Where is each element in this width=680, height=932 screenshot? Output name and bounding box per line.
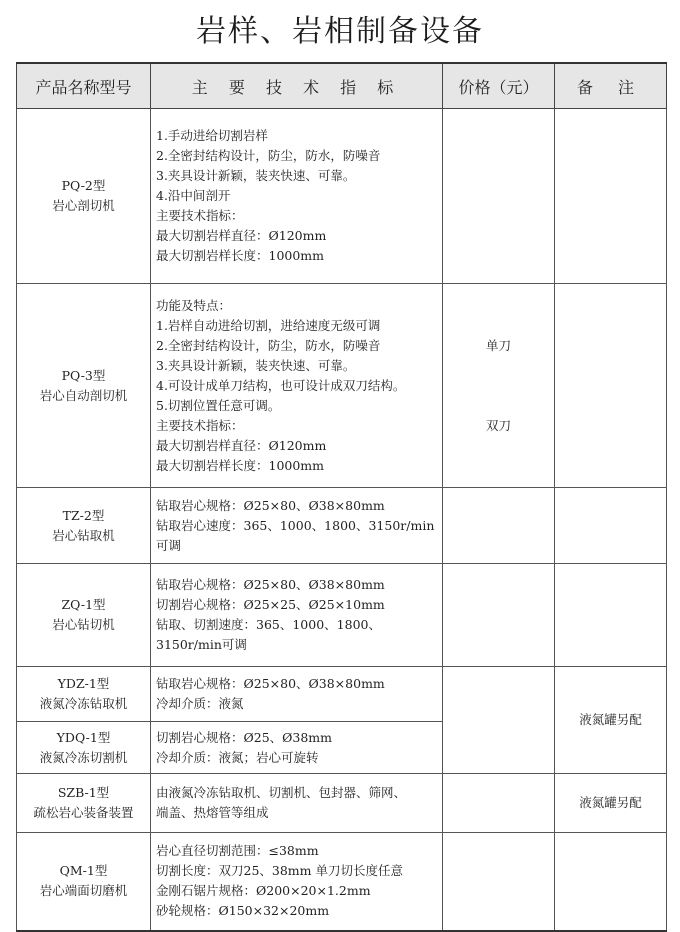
spec-line: 2.全密封结构设计，防尘，防水，防噪音 <box>156 337 381 353</box>
spec-line: 3150r/min可调 <box>156 637 247 652</box>
price-gap <box>443 356 554 416</box>
equipment-table <box>16 62 667 932</box>
price-cell <box>443 833 555 931</box>
spec-line: 切割岩心规格：Ø25×25、Ø25×10mm <box>156 597 385 612</box>
spec-line: 冷却介质：液氮；岩心可旋转 <box>156 749 319 765</box>
note-cell <box>555 564 667 667</box>
spec-line: 可调 <box>156 537 182 553</box>
note-cell <box>555 284 667 488</box>
header-name: 产品名称型号 <box>17 63 151 109</box>
product-model: PQ-2型 <box>61 178 106 193</box>
spec-line: 2.全密封结构设计，防尘，防水，防噪音 <box>156 148 381 163</box>
spec-line: 钻取岩心规格：Ø25×80、Ø38×80mm <box>156 676 385 691</box>
product-name-cell <box>17 667 151 722</box>
product-model: YDZ-1型 <box>57 676 110 691</box>
spec-line: 功能及特点： <box>156 297 232 313</box>
spec-line: 最大切割岩样直径：Ø120mm <box>156 437 327 453</box>
table-row <box>17 488 667 564</box>
price-option-single: 单刀 <box>485 337 511 353</box>
spec-line: 由液氮冷冻钻取机、切割机、包封器、筛网、 <box>156 785 407 800</box>
product-name: 岩心钻切机 <box>52 617 115 632</box>
product-name-cell <box>17 488 151 564</box>
spec-line: 3.夹具设计新颖，装夹快速、可靠。 <box>156 168 356 183</box>
product-name-cell <box>17 109 151 284</box>
spec-line: 切割岩心规格：Ø25、Ø38mm <box>156 729 333 745</box>
product-name: 疏松岩心装备装置 <box>33 805 134 820</box>
spec-line: 金刚石锯片规格：Ø200×20×1.2mm <box>156 883 371 899</box>
spec-line: 砂轮规格：Ø150×32×20mm <box>156 903 330 919</box>
spec-line: 冷却介质：液氮 <box>156 696 244 711</box>
price-cell <box>443 109 555 284</box>
header-spec: 主 要 技 术 指 标 <box>151 63 443 109</box>
note-cell: 液氮罐另配 <box>555 774 667 833</box>
spec-cell <box>151 722 443 774</box>
spec-cell <box>151 774 443 833</box>
product-model: QM-1型 <box>59 863 108 879</box>
spec-line: 1.手动进给切割岩样 <box>156 128 268 143</box>
table-row <box>17 564 667 667</box>
price-cell <box>443 564 555 667</box>
spec-line: 最大切割岩样长度：1000mm <box>156 248 325 263</box>
product-model: YDQ-1型 <box>56 729 111 745</box>
spec-line: 端盖、热熔管等组成 <box>156 805 269 820</box>
spec-line: 钻取岩心速度：365、1000、1800、3150r/min <box>156 517 435 533</box>
product-model: TZ-2型 <box>62 507 105 523</box>
note-cell-merged: 液氮罐另配 <box>555 667 667 774</box>
product-name-cell <box>17 564 151 667</box>
product-name-cell <box>17 774 151 833</box>
spec-line: 切割长度：双刀25、38mm 单刀切长度任意 <box>156 863 403 879</box>
spec-line: 4.沿中间剖开 <box>156 188 231 203</box>
spec-cell <box>151 833 443 931</box>
header-price: 价格（元） <box>443 63 555 109</box>
note-cell <box>555 833 667 931</box>
spec-line: 1.岩样自动进给切割，进给速度无级可调 <box>156 317 381 333</box>
table-header-row <box>17 63 667 109</box>
table-row <box>17 774 667 833</box>
product-model: PQ-3型 <box>61 367 106 383</box>
price-cell <box>443 774 555 833</box>
page-title: 岩样、岩相制备设备 <box>196 14 484 49</box>
spec-line: 钻取岩心规格：Ø25×80、Ø38×80mm <box>156 497 385 513</box>
spec-line: 4.可设计成单刀结构，也可设计成双刀结构。 <box>156 377 406 393</box>
note-cell <box>555 488 667 564</box>
spec-cell <box>151 667 443 722</box>
product-model: ZQ-1型 <box>61 597 106 612</box>
spec-line: 钻取、切割速度：365、1000、1800、 <box>156 617 381 632</box>
product-name: 液氮冷冻切割机 <box>39 749 128 765</box>
product-name: 液氮冷冻钻取机 <box>39 696 128 711</box>
product-name: 岩心钻取机 <box>52 527 115 543</box>
table-row <box>17 109 667 284</box>
spec-line: 最大切割岩样直径：Ø120mm <box>156 228 327 243</box>
product-name: 岩心端面切磨机 <box>39 883 128 899</box>
spec-line: 主要技术指标： <box>156 208 244 223</box>
product-name-cell <box>17 722 151 774</box>
price-cell <box>443 488 555 564</box>
product-name: 岩心自动剖切机 <box>39 387 128 403</box>
spec-cell <box>151 284 443 488</box>
note-cell <box>555 109 667 284</box>
product-model: SZB-1型 <box>57 785 110 800</box>
product-name-cell <box>17 284 151 488</box>
spec-line: 主要技术指标： <box>156 417 244 433</box>
price-cell <box>443 284 555 488</box>
price-cell <box>443 667 555 774</box>
price-option-double: 双刀 <box>485 417 511 433</box>
spec-line: 岩心直径切割范围：≤38mm <box>156 843 319 859</box>
spec-line: 5.切割位置任意可调。 <box>156 397 281 413</box>
spec-line: 钻取岩心规格：Ø25×80、Ø38×80mm <box>156 577 385 592</box>
spec-line: 3.夹具设计新颖，装夹快速、可靠。 <box>156 357 356 373</box>
table-row <box>17 284 667 488</box>
product-name: 岩心剖切机 <box>52 198 115 213</box>
table-row <box>17 833 667 931</box>
table-row <box>17 667 667 722</box>
header-note: 备 注 <box>555 63 667 109</box>
spec-cell <box>151 109 443 284</box>
spec-line: 最大切割岩样长度：1000mm <box>156 457 325 473</box>
spec-cell <box>151 564 443 667</box>
spec-cell <box>151 488 443 564</box>
product-name-cell <box>17 833 151 931</box>
